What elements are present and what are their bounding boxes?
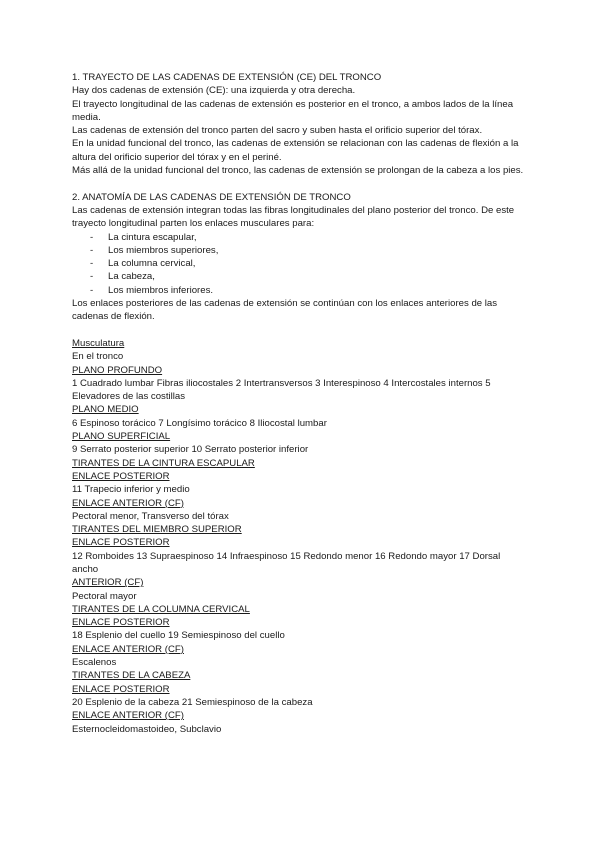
enlace-posterior-text: 11 Trapecio inferior y medio — [72, 484, 190, 496]
section-2-intro: Las cadenas de extensión integran todas las fibras longitudinales del plano posterior del tronco. De este trayecto longitudinal parten los enlaces musculares para: — [72, 204, 515, 230]
document-page — [72, 71, 528, 736]
plano-medio-text: 6 Espinoso torácico 7 Longísimo torácico 8 Iliocostal lumbar — [72, 417, 327, 429]
list-item: - Los miembros superiores, — [72, 244, 528, 257]
musculatura-heading: Musculatura — [72, 337, 125, 349]
enlace-posterior-text: 18 Esplenio del cuello 19 Semiespinoso del cuello — [72, 630, 285, 642]
en-el-tronco: En el tronco — [72, 351, 124, 363]
tirantes-cintura-heading: TIRANTES DE LA CINTURA ESCAPULAR — [72, 457, 255, 469]
enlace-anterior-text: Escalenos — [72, 657, 117, 669]
plano-superficial-heading: PLANO SUPERFICIAL — [72, 431, 171, 443]
section-1-paragraph: Las cadenas de extensión del tronco parten del sacro y suben hasta el orificio superior del tórax. — [72, 125, 483, 137]
section-1-paragraph: Más allá de la unidad funcional del tronco, las cadenas de extensión se prolongan de la cabeza a los pies. — [72, 165, 524, 177]
enlace-posterior-text: 20 Esplenio de la cabeza 21 Semiespinoso de la cabeza — [72, 696, 313, 708]
enlace-posterior-heading: ENLACE POSTERIOR — [72, 683, 170, 695]
enlace-anterior-heading: ENLACE ANTERIOR (CF) — [72, 497, 184, 509]
enlace-anterior-heading: ENLACE ANTERIOR (CF) — [72, 643, 184, 655]
plano-medio-heading: PLANO MEDIO — [72, 404, 139, 416]
section-1-paragraph: Hay dos cadenas de extensión (CE): una izquierda y otra derecha. — [72, 85, 356, 97]
section-2-outro: Los enlaces posteriores de las cadenas de extensión se continúan con los enlaces anteriores de las cadenas de flexión. — [72, 298, 498, 323]
list-item: - La cintura escapular, — [72, 231, 528, 244]
section-1-title: 1. TRAYECTO DE LAS CADENAS DE EXTENSIÓN (CE) DEL TRONCO — [72, 72, 382, 83]
section-1-paragraph: En la unidad funcional del tronco, las cadenas de extensión se relacionan con las cadenas de flexión a la altura del orificio superior del tórax y en el periné. — [72, 138, 519, 163]
spacer — [72, 177, 528, 190]
plano-superficial-text: 9 Serrato posterior superior 10 Serrato posterior inferior — [72, 444, 309, 456]
enlace-anterior-text: Esternocleidomastoideo, Subclavio — [72, 723, 222, 735]
enlace-posterior-heading: ENLACE POSTERIOR — [72, 537, 170, 549]
plano-profundo-text: 1 Cuadrado lumbar Fibras iliocostales 2 Intertransversos 3 Interespinoso 4 Intercostales internos 5 Elevadores de las costillas — [72, 377, 491, 403]
section-1-paragraph: El trayecto longitudinal de las cadenas de extensión es posterior en el tronco, a ambos lados de la línea media. — [72, 98, 514, 123]
list-item: - La cabeza, — [72, 270, 528, 283]
plano-profundo-heading: PLANO PROFUNDO — [72, 364, 163, 376]
enlace-anterior-text: Pectoral mayor — [72, 590, 137, 602]
tirantes-cervical-heading: TIRANTES DE LA COLUMNA CERVICAL — [72, 603, 250, 615]
enlace-anterior-heading: ENLACE ANTERIOR (CF) — [72, 710, 184, 722]
section-2-title: 2. ANATOMÍA DE LAS CADENAS DE EXTENSIÓN DE TRONCO — [72, 191, 351, 203]
enlace-anterior-heading: ANTERIOR (CF) — [72, 577, 144, 589]
enlace-posterior-heading: ENLACE POSTERIOR — [72, 470, 170, 482]
list-item: - Los miembros inferiores. — [72, 284, 528, 297]
list-item: - La columna cervical, — [72, 257, 528, 270]
tirantes-cabeza-heading: TIRANTES DE LA CABEZA — [72, 670, 191, 682]
enlace-anterior-text: Pectoral menor, Transverso del tórax — [72, 510, 229, 522]
tirantes-miembro-heading: TIRANTES DEL MIEMBRO SUPERIOR — [72, 524, 242, 536]
enlace-posterior-text: 12 Romboides 13 Supraespinoso 14 Infraespinoso 15 Redondo menor 16 Redondo mayor 17 Dorsal ancho — [72, 550, 501, 575]
spacer — [72, 324, 528, 337]
link-list — [72, 231, 528, 297]
enlace-posterior-heading: ENLACE POSTERIOR — [72, 617, 170, 629]
